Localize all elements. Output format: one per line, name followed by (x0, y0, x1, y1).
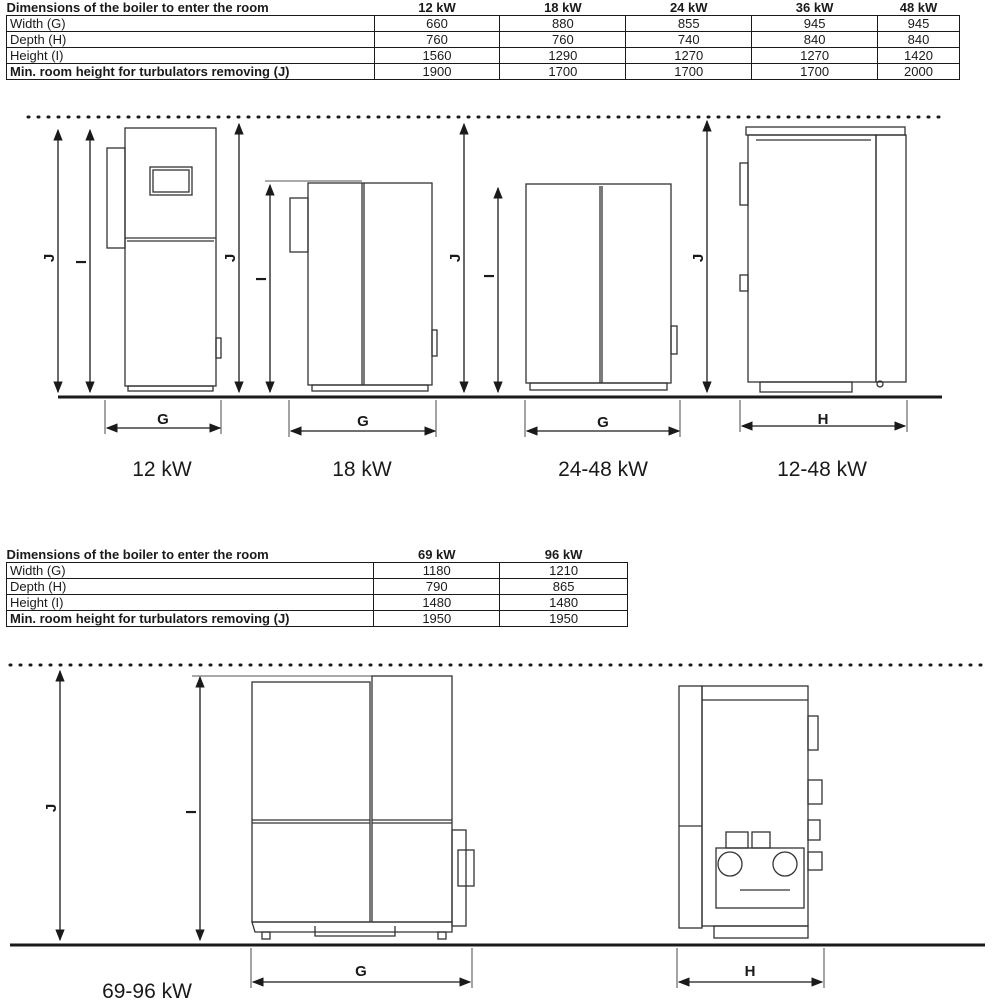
cell: 1900 (374, 64, 500, 80)
cell: 1700 (500, 64, 626, 80)
boiler-69-96kw-front (252, 676, 474, 939)
dim-label-j: J (43, 803, 60, 813)
caption-12kw: 12 kW (132, 458, 192, 481)
dim-label-g: G (157, 411, 169, 428)
cell: 1180 (374, 563, 500, 579)
column-header: 96 kW (544, 547, 583, 562)
dim-label-i: I (253, 276, 270, 282)
row-label: Min. room height for turbulators removing (J) (7, 64, 375, 80)
cell: 1270 (752, 48, 878, 64)
column-header: 48 kW (899, 0, 938, 15)
cell: 740 (626, 32, 752, 48)
column-header: 36 kW (795, 0, 834, 15)
table-title: Dimensions of the boiler to enter the room (6, 547, 269, 562)
caption-12-48kw-side: 12-48 kW (777, 458, 867, 481)
cell: 760 (500, 32, 626, 48)
dim-label-j: J (447, 253, 464, 263)
cell: 1480 (500, 595, 628, 611)
row-label: Height (I) (7, 48, 375, 64)
dim-label-i: I (73, 259, 90, 265)
row-label: Height (I) (7, 595, 374, 611)
dim-label-h: H (817, 411, 829, 428)
row-label: Depth (H) (7, 32, 375, 48)
caption-24-48kw: 24-48 kW (558, 458, 648, 481)
caption-69-96kw: 69-96 kW (102, 980, 192, 1000)
cell: 1700 (626, 64, 752, 80)
row-label: Width (G) (7, 563, 374, 579)
column-header: 69 kW (417, 547, 456, 562)
cell: 840 (878, 32, 960, 48)
cell: 1480 (374, 595, 500, 611)
cell: 945 (752, 16, 878, 32)
row-label: Width (G) (7, 16, 375, 32)
boiler-24-48kw-front (526, 184, 677, 390)
cell: 1560 (374, 48, 500, 64)
dim-label-h: H (744, 963, 756, 980)
boiler-12kw-front (107, 128, 221, 391)
cell: 760 (374, 32, 500, 48)
cell: 865 (500, 579, 628, 595)
dim-label-g: G (597, 414, 609, 431)
cell: 880 (500, 16, 626, 32)
column-header: 18 kW (544, 0, 582, 15)
dim-label-j: J (222, 253, 239, 263)
cell: 1420 (878, 48, 960, 64)
column-header: 12 kW (418, 0, 456, 15)
dim-label-i: I (183, 809, 200, 815)
dim-label-g: G (355, 963, 367, 980)
cell: 2000 (878, 64, 960, 80)
cell: 1270 (626, 48, 752, 64)
dim-label-g: G (357, 413, 369, 430)
cell: 1950 (374, 611, 500, 627)
caption-18kw: 18 kW (332, 458, 392, 481)
cell: 945 (878, 16, 960, 32)
row-label: Depth (H) (7, 579, 374, 595)
cell: 790 (374, 579, 500, 595)
dim-label-j: J (690, 253, 707, 263)
dim-label-i: I (481, 273, 498, 279)
row-label: Min. room height for turbulators removing (J) (7, 611, 374, 627)
cell: 1290 (500, 48, 626, 64)
cell: 855 (626, 16, 752, 32)
table-title: Dimensions of the boiler to enter the room (6, 0, 269, 15)
boiler-69-96kw-side (679, 686, 822, 938)
cell: 1210 (500, 563, 628, 579)
cell: 840 (752, 32, 878, 48)
cell: 1950 (500, 611, 628, 627)
boiler-18kw-front (290, 183, 437, 391)
cell: 660 (374, 16, 500, 32)
dim-label-j: J (41, 253, 58, 263)
boiler-12-48kw-side (740, 127, 906, 392)
cell: 1700 (752, 64, 878, 80)
column-header: 24 kW (669, 0, 708, 15)
